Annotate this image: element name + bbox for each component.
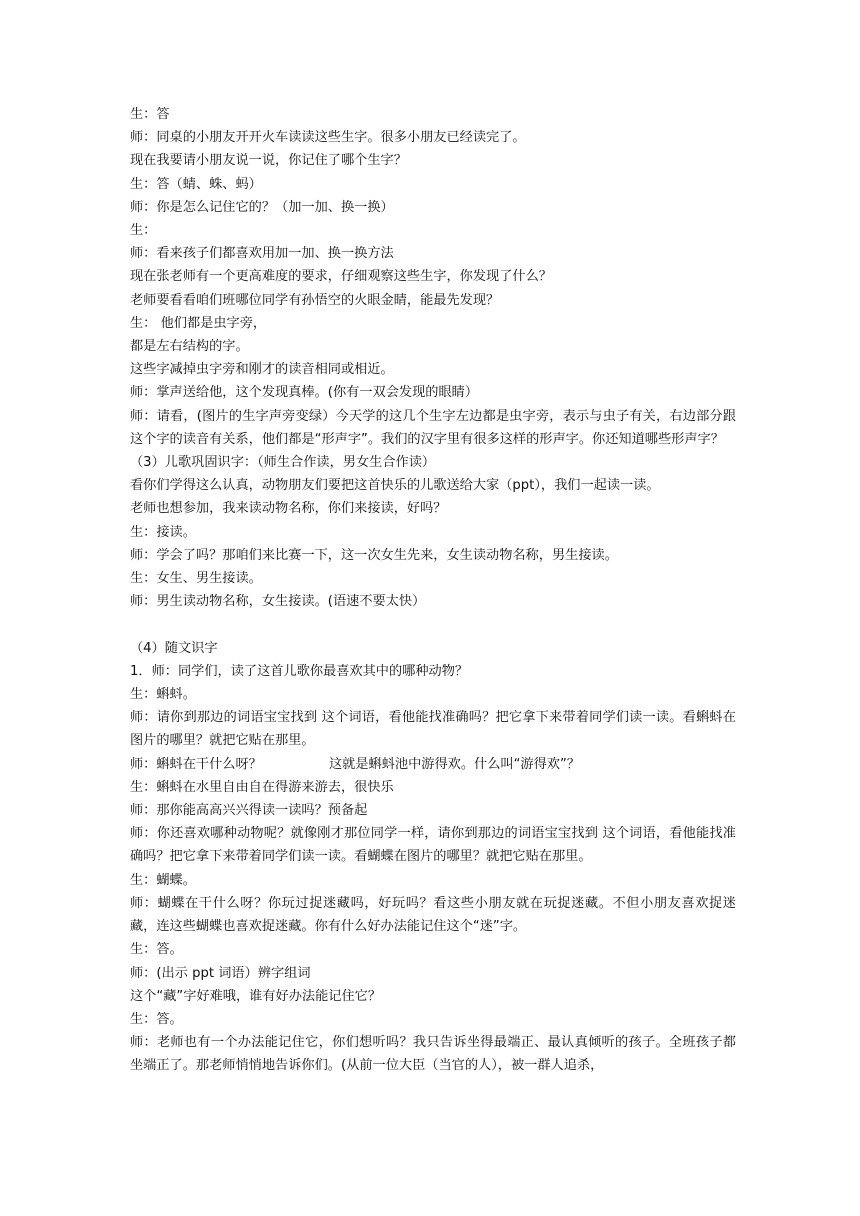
text-paragraph: 师：老师也有一个办法能记住它，你们想听吗？我只告诉坐得最端正、最认真倾听的孩子。全班孩子都坐端正了。那老师悄悄地告诉你们。(从前一位大臣（当官的人），被一群人追杀， bbox=[130, 1035, 736, 1074]
text-paragraph: 师：请看，(图片的生字声旁变绿）今天学的这几个生字左边都是虫字旁，表示与虫子有关，右边部分跟这个字的读音有关系，他们都是“形声字”。我们的汉字里有很多这样的形声字。你还知道哪些形声字？ bbox=[130, 408, 736, 447]
section-heading: （3）儿歌巩固识字：（师生合作读，男女生合作读） bbox=[130, 455, 436, 471]
text-line: 这个“藏”字好难哦，谁有好办法能记住它？ bbox=[130, 988, 382, 1004]
text-line: 生：蝌蚪。 bbox=[130, 687, 196, 703]
text-line: 师：你是怎么记住它的？（加一加、换一换） bbox=[130, 199, 394, 215]
text-line: 生：答。 bbox=[130, 942, 183, 958]
text-line: 老师也想参加，我来读动物名称，你们来接读，好吗？ bbox=[130, 501, 447, 517]
text-line: 生：女生、男生接读。 bbox=[130, 571, 262, 587]
text-paragraph: 师：你还喜欢哪种动物呢？就像刚才那位同学一样，请你到那边的词语宝宝找到 这个词语，看他能找准确吗？把它拿下来带着同学们读一读。看蝴蝶在图片的哪里？就把它贴在那里。 bbox=[130, 826, 736, 865]
text-line: 这些字减掉虫字旁和刚才的读音相同或相近。 bbox=[130, 362, 394, 378]
text-line: 师：掌声送给他，这个发现真棒。(你有一双会发现的眼睛） bbox=[130, 385, 479, 401]
text-line: 生： 他们都是虫字旁， bbox=[130, 315, 267, 331]
text-line: 现在我要请小朋友说一说，你记住了哪个生字？ bbox=[130, 153, 407, 169]
text-line: 生：蝴蝶。 bbox=[130, 872, 196, 888]
text-line: 现在张老师有一个更高难度的要求，仔细观察这些生字，你发现了什么？ bbox=[130, 269, 552, 285]
text-line: 生：蝌蚪在水里自由自在得游来游去，很快乐 bbox=[130, 779, 394, 795]
document-body bbox=[130, 103, 736, 1078]
section-heading: （4）随文识字 bbox=[130, 640, 218, 656]
text-line: 师：(出示 ppt 词语）辨字组词 bbox=[130, 965, 311, 981]
text-line: 生：答（蜻、蛛、蚂） bbox=[130, 176, 262, 192]
text-line: 都是左右结构的字。 bbox=[130, 339, 249, 355]
blank-line bbox=[130, 613, 736, 636]
text-line: 师：学会了吗？那咱们来比赛一下，这一次女生先来，女生读动物名称，男生接读。 bbox=[130, 547, 618, 563]
text-line: 师：看来孩子们都喜欢用加一加、换一换方法 bbox=[130, 246, 394, 262]
text-line: 老师要看看咱们班哪位同学有孙悟空的火眼金睛，能最先发现？ bbox=[130, 292, 500, 308]
text-line: 师：同桌的小朋友开开火车读读这些生字。很多小朋友已经读完了。 bbox=[130, 130, 526, 146]
text-line: 生：答。 bbox=[130, 1011, 183, 1027]
text-line: 1．师：同学们，读了这首儿歌你最喜欢其中的哪种动物？ bbox=[130, 663, 469, 679]
text-line: 师：那你能高高兴兴得读一读吗？预备起 bbox=[130, 803, 368, 819]
text-line: 师：男生读动物名称，女生接读。(语速不要太快） bbox=[130, 594, 426, 610]
text-paragraph: 师：请你到那边的词语宝宝找到 这个词语，看他能找准确吗？把它拿下来带着同学们读一读。看蝌蚪在图片的哪里？就把它贴在那里。 bbox=[130, 710, 736, 749]
text-line: 师：蝌蚪在干什么呀？ 这就是蝌蚪池中游得欢。什么叫“游得欢”？ bbox=[130, 756, 580, 772]
text-line: 生：接读。 bbox=[130, 524, 196, 540]
text-line: 生：答 bbox=[130, 107, 170, 122]
text-line: 看你们学得这么认真，动物朋友们要把这首快乐的儿歌送给大家（ppt），我们一起读一读。 bbox=[130, 478, 660, 494]
text-line: 生： bbox=[130, 223, 157, 239]
text-paragraph: 师：蝴蝶在干什么呀？你玩过捉迷藏吗，好玩吗？看这些小朋友就在玩捉迷藏。不但小朋友喜欢捉迷藏，连这些蝴蝶也喜欢捉迷藏。你有什么好办法能记住这个“迷”字。 bbox=[130, 895, 736, 935]
